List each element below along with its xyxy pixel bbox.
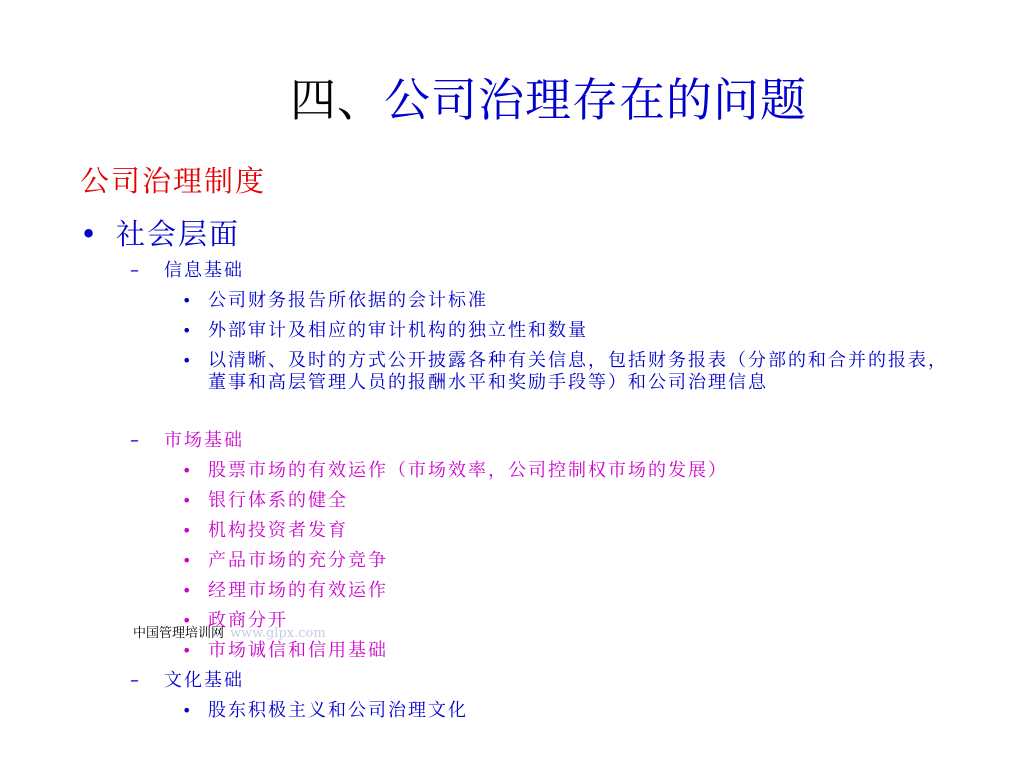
list-item-text: 政商分开 [208, 610, 288, 631]
list-item-text: 以清晰、及时的方式公开披露各种有关信息，包括财务报表（分部的和合并的报表，董事和高层管理人员的报酬水平和奖励手段等）和公司治理信息 [208, 350, 948, 393]
watermark-name: 中国管理培训网 [133, 626, 225, 641]
list-item-text: 市场诚信和信用基础 [208, 640, 388, 661]
bullet-icon: • [182, 611, 194, 630]
bullet-icon: • [182, 581, 194, 600]
bullet-icon: • [80, 217, 100, 251]
dash-icon: – [130, 430, 141, 451]
watermark-url: www.glpx.com [230, 626, 326, 641]
title-prefix: 四、 [290, 73, 384, 127]
list-item-text: 机构投资者发育 [208, 520, 348, 541]
bullet-icon: • [182, 351, 194, 370]
list-item-text: 公司财务报告所依据的会计标准 [208, 290, 488, 311]
list-item-text: 银行体系的健全 [208, 490, 348, 511]
bullet-icon: • [182, 321, 194, 340]
list-item-text: 外部审计及相应的审计机构的独立性和数量 [208, 320, 588, 341]
list-item-text: 经理市场的有效运作 [208, 580, 388, 601]
section-label: 信息基础 [164, 260, 244, 281]
bullet-icon: • [182, 641, 194, 660]
section-subtitle: 公司治理制度 [80, 164, 267, 198]
watermark [133, 626, 326, 642]
bullet-icon: • [182, 551, 194, 570]
list-item-text: 产品市场的充分竞争 [208, 550, 388, 571]
section-label: 市场基础 [164, 430, 244, 451]
level1-item [80, 212, 240, 256]
list-item-text: 股票市场的有效运作（市场效率，公司控制权市场的发展） [208, 460, 728, 481]
title-main: 公司治理存在的问题 [384, 73, 807, 127]
bullet-icon: • [182, 701, 194, 720]
list-item-text: 股东积极主义和公司治理文化 [208, 700, 468, 721]
slide-title [290, 70, 807, 130]
bullet-icon: • [182, 521, 194, 540]
bullet-icon: • [182, 291, 194, 310]
dash-icon: – [130, 260, 141, 281]
bullet-icon: • [182, 461, 194, 480]
section-label: 文化基础 [164, 670, 244, 691]
level1-label: 社会层面 [116, 217, 241, 251]
bullet-icon: • [182, 491, 194, 510]
dash-icon: – [130, 670, 141, 691]
